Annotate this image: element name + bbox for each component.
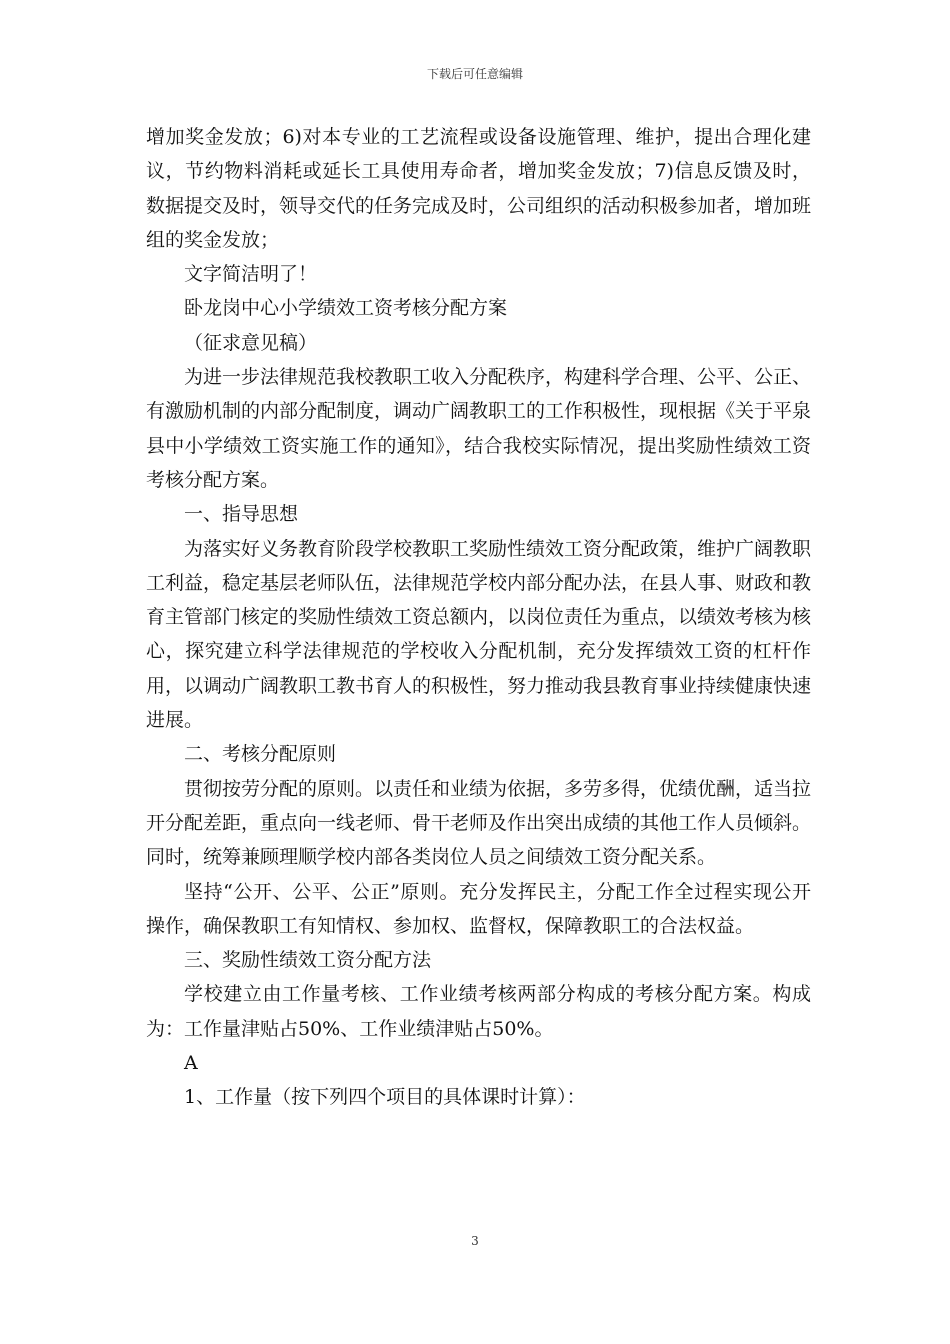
section-heading-2: 二、考核分配原则 (184, 743, 337, 766)
paragraph-guiding-thought: 为落实好义务教育阶段学校教职工奖励性绩效工资分配政策，维护广阔教职工利益，稳定基层老师队伍，法律规范学校内部分配办法，在县人事、财政和教育主管部门核定的奖励性绩效工资总额内，以岗位责任为重点，以绩效考核为核心，探究建立科学法律规范的学校收入分配机制，充分发挥绩效工资的杠杆作用，以调动广阔教职工教书育人的积极性，努力推动我县教育事业持续健康快速进展。 (146, 537, 812, 732)
paragraph-method: 学校建立由工作量考核、工作业绩考核两部分构成的考核分配方案。构成为：工作量津贴占50%、工作业绩津贴占50%。 (146, 983, 811, 1040)
paragraph-intro: 为进一步法律规范我校教职工收入分配秩序，构建科学合理、公平、公正、有激励机制的内部分配制度，调动广阔教职工的工作积极性，现根据《关于平泉县中小学绩效工资实施工作的通知》，结合我校实际情况，提出奖励性绩效工资考核分配方案。 (146, 366, 812, 491)
paragraph-remark: 文字简洁明了！ (184, 263, 318, 286)
page-header: 下载后可任意编辑 (426, 67, 523, 81)
paragraph-label-a: A (184, 1052, 198, 1075)
document-subtitle: （征求意见稿） (184, 331, 318, 354)
paragraph-principle-1: 贯彻按劳分配的原则。以责任和业绩为依据，多劳多得，优绩优酬，适当拉开分配差距，重点向一线老师、骨干老师及作出突出成绩的其他工作人员倾斜。同时，统筹兼顾理顺学校内部各类岗位人员之间绩效工资分配关系。 (146, 777, 812, 869)
document-title: 卧龙岗中心小学绩效工资考核分配方案 (184, 297, 508, 320)
paragraph-workload: 1、工作量（按下列四个项目的具体课时计算）： (184, 1086, 586, 1109)
section-heading-3: 三、奖励性绩效工资分配方法 (184, 949, 432, 972)
document-body (146, 120, 811, 1115)
section-heading-1: 一、指导思想 (184, 503, 299, 526)
paragraph-continuation: 增加奖金发放；6)对本专业的工艺流程或设备设施管理、维护，提出合理化建议，节约物料消耗或延长工具使用寿命者，增加奖金发放；7)信息反馈及时，数据提交及时，领导交代的任务完成及时，公司组织的活动积极参加者，增加班组的奖金发放； (146, 126, 812, 251)
page-number: 3 (471, 1234, 479, 1248)
paragraph-principle-2: 坚持“公开、公平、公正”原则。充分发挥民主，分配工作全过程实现公开操作，确保教职工有知情权、参加权、监督权，保障教职工的合法权益。 (146, 880, 811, 937)
